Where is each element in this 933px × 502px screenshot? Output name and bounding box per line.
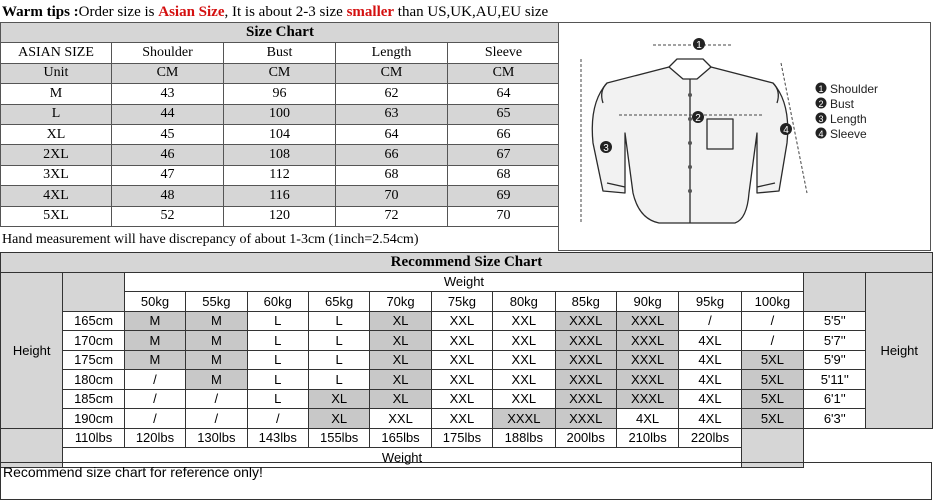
size-cell: L [247,350,308,370]
size-cell: XXL [431,331,492,351]
shirt-diagram [559,23,930,250]
size-cell: XL [370,389,431,409]
size-cell: 104 [224,124,336,144]
size-cell: 48 [112,186,224,206]
size-cell: 72 [336,206,448,226]
size-cell: 4XL [679,389,741,409]
recommend-row [1,389,933,409]
size-cell: / [124,409,185,429]
size-cell: / [124,389,185,409]
size-cell: 62 [336,84,448,104]
size-chart-row [1,84,560,104]
size-cell: 4XL [679,331,741,351]
weight-lbs-cell: 200lbs [555,428,616,448]
unit-cell: CM [448,63,560,83]
size-cell: L [308,350,369,370]
weight-kg-cell: 55kg [186,292,247,312]
legend-length: Length [830,112,867,126]
size-cell: / [124,370,185,390]
size-cell: XXL [370,409,431,429]
size-cell: / [186,409,247,429]
unit-cell: CM [112,63,224,83]
smaller-highlight: smaller [346,4,395,20]
size-cell: XXL [431,370,492,390]
size-cell: 5XL [741,370,803,390]
size-cell: 4XL [679,350,741,370]
size-cell: XXXL [616,331,678,351]
size-cell: 4XL [616,409,678,429]
size-cell: 4XL [1,186,112,206]
weight-kg-cell: 100kg [741,292,803,312]
weight-lbs-cell: 175lbs [431,428,492,448]
size-cell: 46 [112,145,224,165]
size-cell: 68 [336,165,448,185]
legend-number: 4 [818,129,824,139]
unit-cell: CM [336,63,448,83]
size-cell: L [308,331,369,351]
weight-label-top: Weight [124,272,803,292]
size-cell: / [679,311,741,331]
size-cell: 67 [448,145,560,165]
size-cell: 66 [336,145,448,165]
size-cell: XXXL [555,370,616,390]
legend-number: 2 [818,99,824,109]
size-cell: 2XL [1,145,112,165]
unit-cell: Unit [1,63,112,83]
size-cell: 64 [336,124,448,144]
size-cell: XL [370,331,431,351]
size-cell: 5XL [1,206,112,226]
weight-kg-cell: 85kg [555,292,616,312]
header-cell: Sleeve [448,43,560,63]
marker-1-label: 1 [696,40,702,51]
size-chart-row [1,104,560,124]
header-cell: ASIAN SIZE [1,43,112,63]
size-cell: XXXL [555,389,616,409]
corner-cell [804,272,866,311]
size-cell: XXL [431,311,492,331]
weight-kg-cell: 70kg [370,292,431,312]
size-cell: 100 [224,104,336,124]
weight-lbs-cell: 110lbs [63,428,124,448]
size-cell: 5XL [741,350,803,370]
size-cell: 70 [336,186,448,206]
height-cm-cell: 165cm [63,311,124,331]
weight-kg-cell: 90kg [616,292,678,312]
weight-kg-cell: 65kg [308,292,369,312]
recommend-title: Recommend Size Chart [1,253,933,273]
size-cell: M [124,331,185,351]
warm-tips [2,2,548,22]
size-cell: 5XL [741,389,803,409]
size-cell: 52 [112,206,224,226]
size-cell: XXXL [555,350,616,370]
size-cell: XL [370,370,431,390]
size-cell: L [308,370,369,390]
unit-cell: CM [224,63,336,83]
size-cell: 116 [224,186,336,206]
size-cell: 4XL [679,370,741,390]
size-cell: XL [308,409,369,429]
size-cell: / [247,409,308,429]
size-cell: 4XL [679,409,741,429]
size-cell: XXXL [616,389,678,409]
height-ft-cell: 6'1'' [804,389,866,409]
size-cell: XL [308,389,369,409]
size-cell: M [124,350,185,370]
size-cell: 112 [224,165,336,185]
weight-lbs-cell: 143lbs [247,428,308,448]
weight-lbs-cell: 210lbs [616,428,678,448]
weight-lbs-cell: 120lbs [124,428,185,448]
size-cell: XXL [493,389,555,409]
recommend-row [1,409,933,429]
size-cell: M [124,311,185,331]
size-cell: XXL [431,409,492,429]
size-cell: / [186,389,247,409]
size-cell: XXL [431,350,492,370]
size-cell: XXXL [555,409,616,429]
size-cell: 44 [112,104,224,124]
weight-lbs-cell: 188lbs [493,428,555,448]
size-cell: XXL [493,311,555,331]
size-chart-row [1,124,560,144]
size-cell: 66 [448,124,560,144]
measurement-note: Hand measurement will have discrepancy of about 1-3cm (1inch=2.54cm) [2,232,419,247]
size-cell: 70 [448,206,560,226]
weight-kg-cell: 50kg [124,292,185,312]
reference-footnote: Recommend size chart for reference only! [0,462,932,500]
marker-3-label: 3 [603,143,609,154]
weight-lbs-cell: 130lbs [186,428,247,448]
size-cell: M [1,84,112,104]
size-cell: XXXL [493,409,555,429]
asian-size-highlight: Asian Size [158,4,225,20]
size-cell: 3XL [1,165,112,185]
recommend-row [1,311,933,331]
size-cell: XXL [431,389,492,409]
size-cell: XL [370,311,431,331]
legend-sleeve: Sleeve [830,127,867,141]
warm-tips-text: than US,UK,AU,EU size [394,4,549,20]
weight-label-bottom: Weight [63,448,741,468]
header-cell: Shoulder [112,43,224,63]
size-cell: 65 [448,104,560,124]
size-cell: 68 [448,165,560,185]
weight-lbs-cell: 220lbs [679,428,741,448]
recommend-row [1,370,933,390]
size-chart-table [0,22,560,227]
size-cell: XL [1,124,112,144]
legend-bust: Bust [830,97,855,111]
warm-tips-text: Order size is [78,4,159,20]
size-cell: XXXL [616,370,678,390]
size-cell: XL [370,350,431,370]
size-chart-row [1,145,560,165]
size-cell: 96 [224,84,336,104]
height-cm-cell: 175cm [63,350,124,370]
size-cell: 69 [448,186,560,206]
marker-4-label: 4 [783,125,789,136]
size-cell: XXL [493,370,555,390]
weight-kg-cell: 80kg [493,292,555,312]
recommend-size-table [0,252,933,468]
size-cell: 47 [112,165,224,185]
weight-kg-cell: 60kg [247,292,308,312]
header-cell: Bust [224,43,336,63]
height-label-right: Height [866,272,933,428]
size-cell: / [741,311,803,331]
size-cell: XXL [493,350,555,370]
size-cell: M [186,350,247,370]
height-ft-cell: 5'7'' [804,331,866,351]
size-cell: XXXL [616,350,678,370]
height-cm-cell: 185cm [63,389,124,409]
size-cell: XXXL [555,331,616,351]
weight-kg-cell: 75kg [431,292,492,312]
size-chart-header-row [1,43,560,63]
size-cell: L [247,389,308,409]
legend-shoulder: Shoulder [830,82,879,96]
weight-kg-cell: 95kg [679,292,741,312]
size-cell: XXXL [616,311,678,331]
size-cell: L [247,311,308,331]
size-cell: M [186,331,247,351]
corner-cell [63,272,124,311]
height-cm-cell: 190cm [63,409,124,429]
size-cell: 63 [336,104,448,124]
shirt-diagram-panel [558,22,931,251]
size-cell: M [186,311,247,331]
legend-number: 3 [818,114,824,124]
recommend-row [1,350,933,370]
height-ft-cell: 5'5'' [804,311,866,331]
size-cell: L [247,370,308,390]
size-cell: 5XL [741,409,803,429]
height-cm-cell: 170cm [63,331,124,351]
weight-lbs-cell: 165lbs [370,428,431,448]
size-chart-row [1,165,560,185]
size-cell: L [1,104,112,124]
size-cell: 64 [448,84,560,104]
height-ft-cell: 5'9'' [804,350,866,370]
weight-kg-row [1,292,933,312]
height-ft-cell: 6'3'' [804,409,866,429]
size-cell: L [308,311,369,331]
size-cell: / [741,331,803,351]
warm-tips-text: , It is about 2-3 size [224,4,347,20]
size-cell: 45 [112,124,224,144]
size-chart-row [1,206,560,226]
size-cell: L [247,331,308,351]
height-ft-cell: 5'11'' [804,370,866,390]
size-cell: 108 [224,145,336,165]
warm-tips-label: Warm tips : [2,4,79,20]
size-cell: 43 [112,84,224,104]
size-cell: 120 [224,206,336,226]
weight-lbs-cell: 155lbs [308,428,369,448]
header-cell: Length [336,43,448,63]
height-cm-cell: 180cm [63,370,124,390]
size-cell: XXXL [555,311,616,331]
size-chart-title: Size Chart [1,23,560,43]
diagram-legend [816,82,879,141]
marker-2-label: 2 [695,113,701,124]
height-label-left: Height [1,272,63,428]
legend-number: 1 [818,84,824,94]
size-chart-unit-row [1,63,560,83]
recommend-row [1,331,933,351]
size-cell: XXL [493,331,555,351]
weight-lbs-row [1,428,933,448]
size-cell: M [186,370,247,390]
size-chart-row [1,186,560,206]
